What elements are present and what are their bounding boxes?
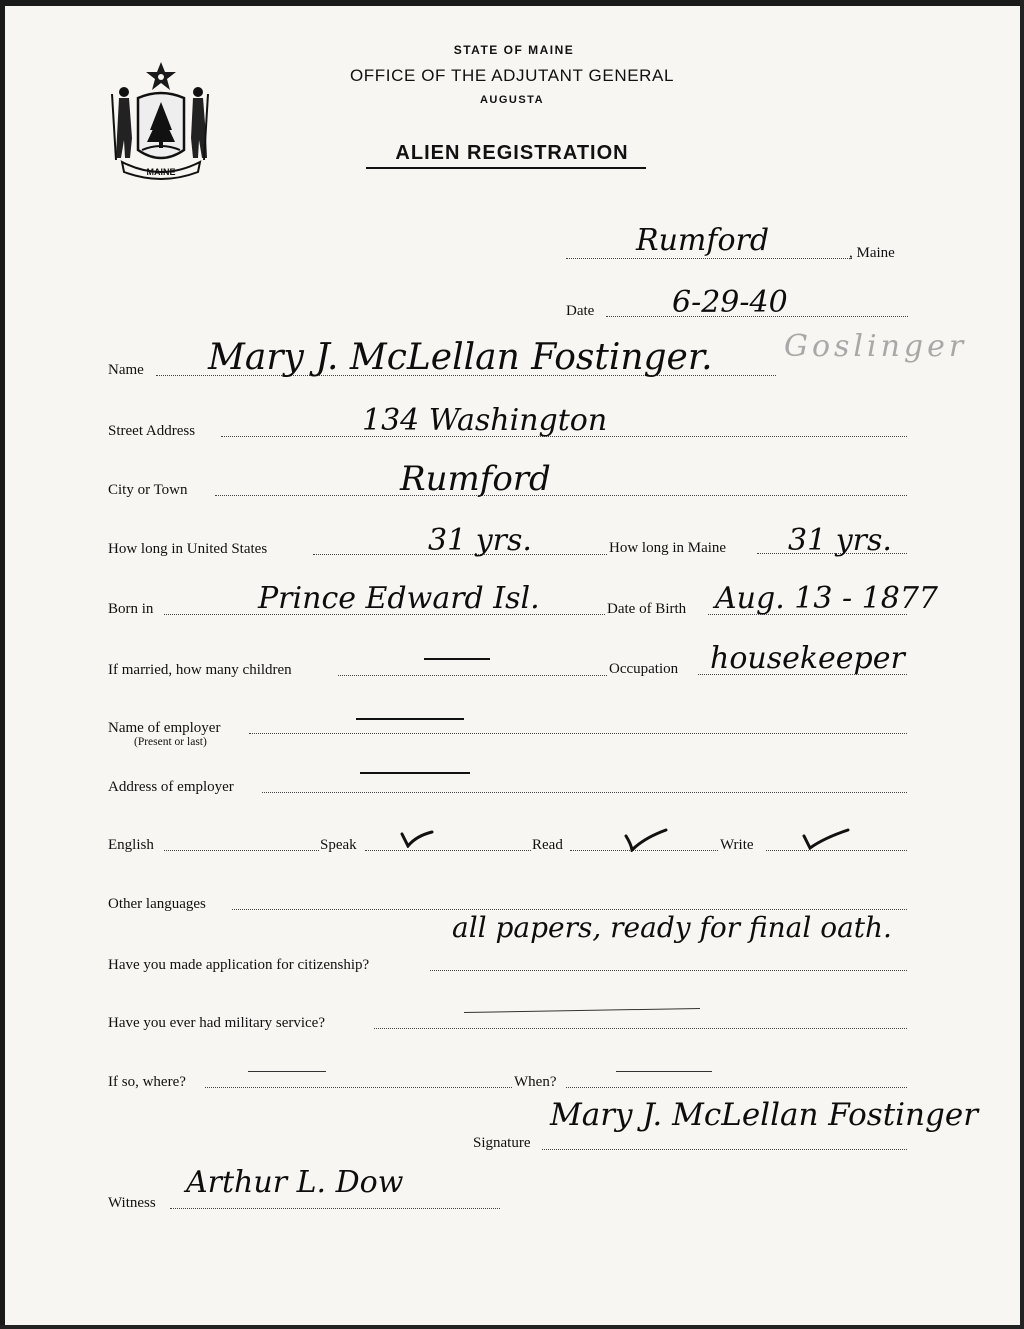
name-label: Name xyxy=(108,362,144,378)
witness-label: Witness xyxy=(108,1195,156,1211)
scan-border-right xyxy=(1020,0,1024,1329)
years-maine-entry: 31 yrs. xyxy=(788,523,892,558)
header-office: OFFICE OF THE ADJUTANT GENERAL xyxy=(349,66,675,85)
other-languages-label: Other languages xyxy=(108,896,206,912)
english-label: English xyxy=(108,837,154,853)
where-dash xyxy=(248,1071,326,1072)
employer-address-label: Address of employer xyxy=(108,779,234,795)
where-line xyxy=(205,1087,512,1088)
citizenship-entry: all papers, ready for final oath. xyxy=(452,911,892,944)
signature-entry: Mary J. McLellan Fostinger xyxy=(550,1097,979,1133)
employer-address-dash xyxy=(360,772,470,774)
city-entry: Rumford xyxy=(400,459,551,499)
years-maine-label: How long in Maine xyxy=(609,540,727,556)
title-underline xyxy=(366,167,646,169)
employer-label: Name of employer xyxy=(108,720,221,736)
city-label: City or Town xyxy=(108,482,188,498)
occupation-entry: housekeeper xyxy=(710,641,905,676)
name-alt-entry: Goslinger xyxy=(784,329,968,364)
svg-text:MAINE: MAINE xyxy=(146,167,176,177)
header-state: STATE OF MAINE xyxy=(453,43,575,57)
speak-label: Speak xyxy=(320,837,357,853)
speak-line xyxy=(365,850,531,851)
when-label: When? xyxy=(514,1074,557,1090)
street-entry: 134 Washington xyxy=(362,403,608,438)
employer-dash xyxy=(356,718,464,720)
citizenship-line xyxy=(430,970,907,971)
place-entry: Rumford xyxy=(636,223,770,258)
read-label: Read xyxy=(532,837,563,853)
write-checkmark-icon xyxy=(800,828,850,850)
born-in-entry: Prince Edward Isl. xyxy=(258,581,540,616)
children-dash xyxy=(424,658,490,660)
witness-line xyxy=(170,1208,500,1209)
street-label: Street Address xyxy=(108,423,196,439)
write-label: Write xyxy=(720,837,754,853)
write-line xyxy=(766,850,907,851)
years-us-label: How long in United States xyxy=(108,541,268,557)
date-entry: 6-29-40 xyxy=(672,285,788,320)
military-label: Have you ever had military service? xyxy=(108,1015,325,1031)
read-checkmark-icon xyxy=(622,828,668,852)
signature-label: Signature xyxy=(473,1135,531,1151)
english-line xyxy=(164,850,319,851)
scan-border-left xyxy=(0,0,5,1329)
name-entry: Mary J. McLellan Fostinger. xyxy=(208,337,713,378)
scan-border-bottom xyxy=(0,1325,1024,1329)
employer-sublabel: (Present or last) xyxy=(134,736,207,748)
place-line xyxy=(566,258,852,259)
scan-border-top xyxy=(0,0,1024,6)
born-in-label: Born in xyxy=(108,601,154,617)
employer-line xyxy=(249,733,907,734)
children-line xyxy=(338,675,607,676)
military-line xyxy=(374,1028,907,1029)
occupation-label: Occupation xyxy=(609,661,679,677)
header-city: AUGUSTA xyxy=(479,94,545,106)
other-languages-line xyxy=(232,909,907,910)
military-dash xyxy=(464,1008,700,1013)
employer-address-line xyxy=(262,792,907,793)
when-dash xyxy=(616,1071,712,1072)
date-label: Date xyxy=(566,303,595,319)
city-line xyxy=(215,495,907,496)
dob-label: Date of Birth xyxy=(607,601,687,617)
speak-checkmark-icon xyxy=(398,828,434,848)
witness-entry: Arthur L. Dow xyxy=(186,1165,404,1200)
children-label: If married, how many children xyxy=(108,662,292,678)
form-title: ALIEN REGISTRATION xyxy=(395,142,629,164)
place-suffix-label: , Maine xyxy=(849,245,895,261)
years-us-entry: 31 yrs. xyxy=(428,523,532,558)
dob-entry: Aug. 13 - 1877 xyxy=(715,581,938,616)
signature-line xyxy=(542,1149,907,1150)
when-line xyxy=(566,1087,907,1088)
where-label: If so, where? xyxy=(108,1074,186,1090)
citizenship-label: Have you made application for citizenship? xyxy=(108,957,370,973)
